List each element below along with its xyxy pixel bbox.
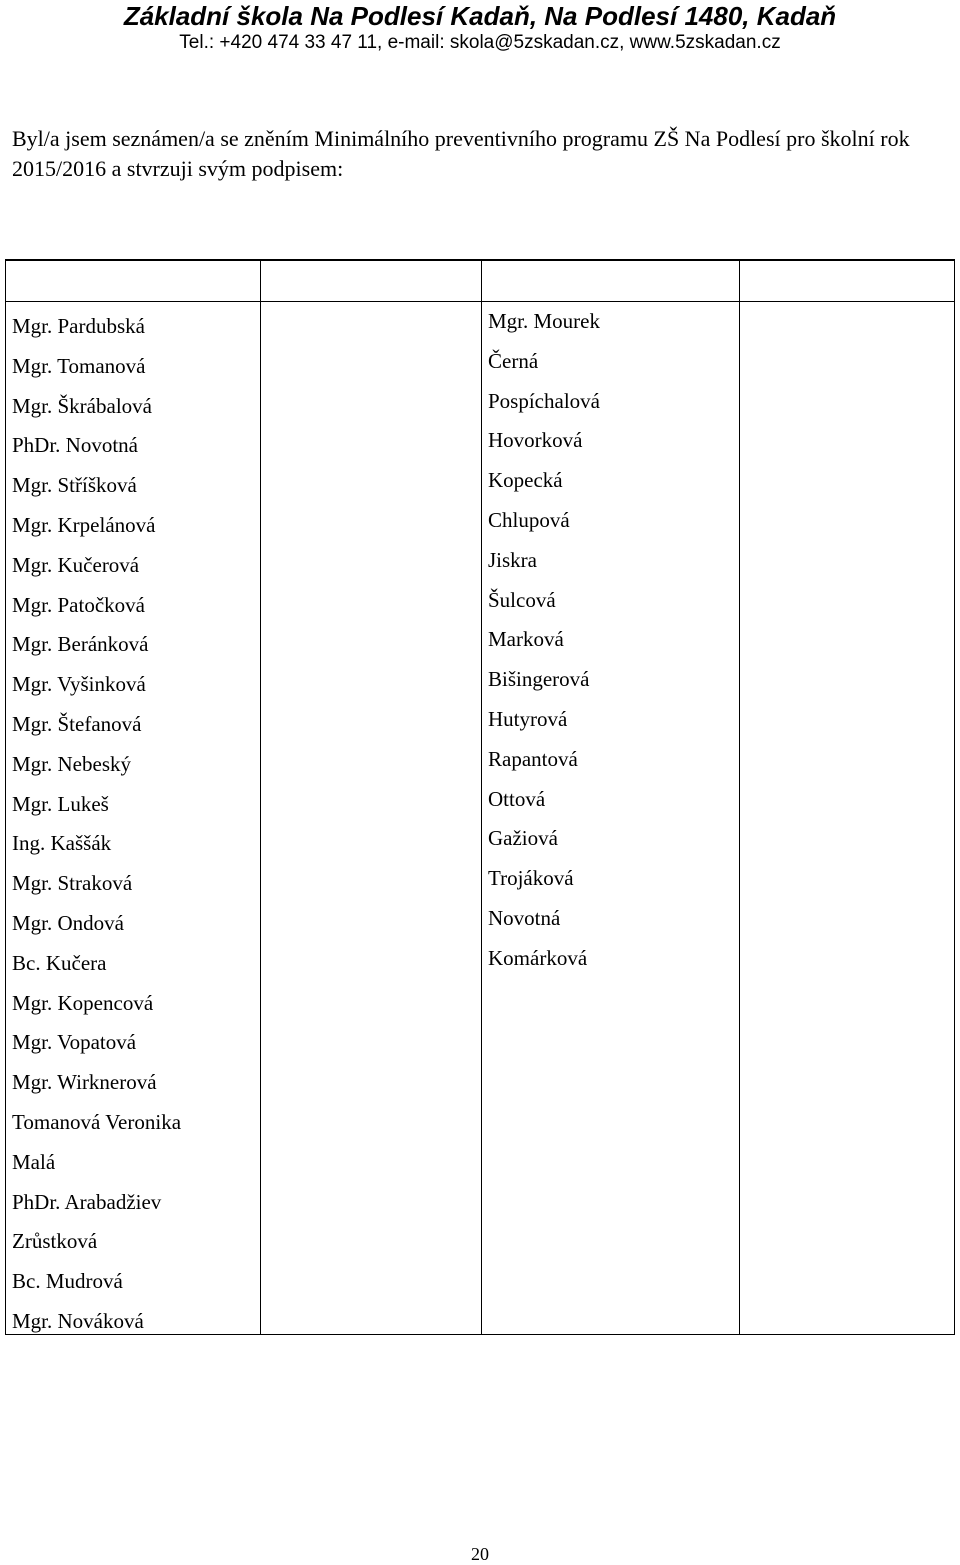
right-name-column (488, 302, 600, 979)
signature-name: Mgr. Ondová (12, 910, 124, 935)
signature-name: Mgr. Krpelánová (12, 512, 156, 537)
signature-name: Rapantová (488, 746, 578, 771)
signature-name: Jiskra (488, 547, 537, 572)
signature-name: Šulcová (488, 587, 556, 612)
signature-name: Hutyrová (488, 706, 568, 731)
signature-name: Mgr. Kopencová (12, 990, 154, 1015)
signature-name: Malá (12, 1149, 56, 1174)
signature-name: Gažiová (488, 826, 558, 851)
signature-name: Mgr. Škrábalová (12, 393, 152, 418)
signature-name: Ing. Kaššák (12, 831, 112, 856)
signature-name: PhDr. Arabadžiev (12, 1189, 162, 1214)
page-number: 20 (471, 1544, 489, 1564)
signature-name: Ottová (488, 786, 546, 811)
signature-name: Kopecká (488, 468, 563, 493)
signature-name: Bc. Mudrová (12, 1269, 123, 1294)
signature-name: Zrůstková (12, 1229, 98, 1254)
school-name: Základní škola Na Podlesí Kadaň, Na Podlesí 1480, Kadaň (123, 1, 837, 31)
signature-table (5, 259, 955, 1335)
statement-text: Byl/a jsem seznámen/a se zněním Minimálního preventivního programu ZŠ Na Podlesí pro školní rok 2015/2016 a stvrzuji svým podpisem: (12, 126, 910, 181)
signature-name: Tomanová Veronika (12, 1109, 182, 1134)
signature-name: Komárková (488, 945, 588, 970)
signature-name: Mgr. Vopatová (12, 1030, 137, 1055)
signature-name: Pospíchalová (488, 388, 600, 413)
school-contact: Tel.: +420 474 33 47 11, e-mail: skola@5zskadan.cz, www.5zskadan.cz (179, 32, 781, 53)
signature-name: Mgr. Straková (12, 871, 133, 896)
left-name-column (12, 307, 181, 1342)
signature-name: Bišingerová (488, 667, 590, 692)
signature-name: Bc. Kučera (12, 950, 107, 975)
signature-name: Mgr. Štefanová (12, 711, 142, 736)
signature-name: Mgr. Stříšková (12, 473, 137, 498)
signature-name: Chlupová (488, 507, 570, 532)
header-row-divider (6, 301, 954, 302)
signature-name: Mgr. Kučerová (12, 552, 140, 577)
signature-name: Mgr. Nováková (12, 1308, 144, 1333)
column-divider (481, 261, 482, 1334)
signature-name: Mgr. Patočková (12, 592, 145, 617)
signature-name: Mgr. Beránková (12, 632, 149, 657)
signature-name: Mgr. Lukeš (12, 791, 109, 816)
column-divider (739, 261, 740, 1334)
signature-name: PhDr. Novotná (12, 433, 138, 458)
signature-name: Mgr. Mourek (488, 309, 600, 333)
signature-name: Trojáková (488, 866, 574, 891)
signature-name: Mgr. Nebeský (12, 751, 131, 776)
signature-name: Mgr. Vyšinková (12, 672, 146, 697)
signature-name: Marková (488, 627, 564, 652)
signature-name: Černá (488, 348, 539, 373)
signature-name: Mgr. Tomanová (12, 353, 146, 378)
signature-name: Mgr. Pardubská (12, 314, 145, 338)
signature-name: Mgr. Wirknerová (12, 1070, 157, 1095)
signature-name: Hovorková (488, 428, 583, 453)
column-divider (260, 261, 261, 1334)
signature-name: Novotná (488, 905, 561, 930)
